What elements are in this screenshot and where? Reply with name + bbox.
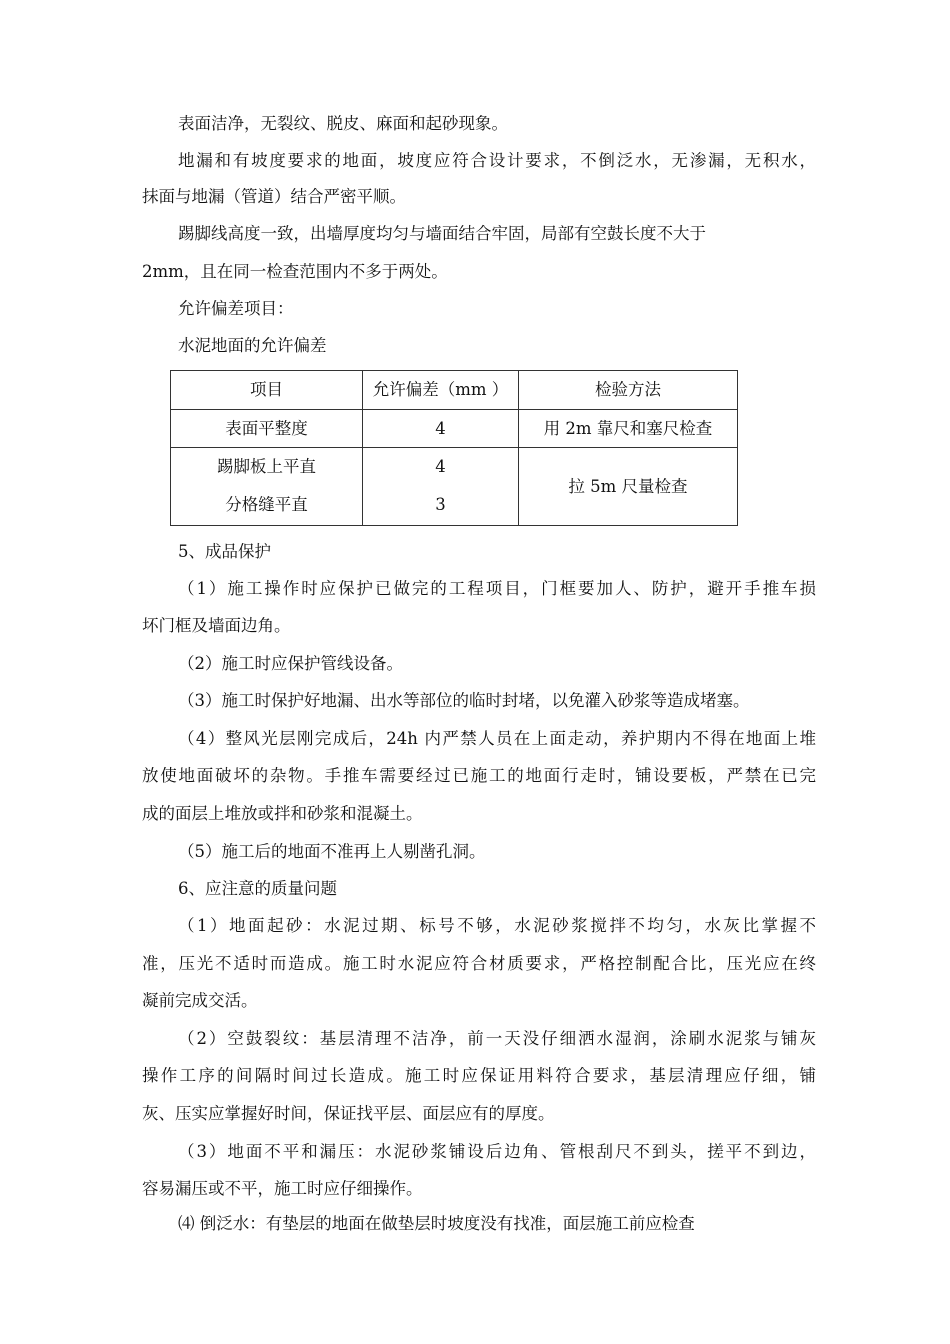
paragraph-surface-clean: 表面洁净，无裂纹、脱皮、麻面和起砂现象。 [178,114,508,133]
header-method: 检验方法 [519,371,738,410]
table-caption: 水泥地面的允许偏差 [178,336,327,355]
sec5-item4-line1: （4）整风光层刚完成后，24h 内严禁人员在上面走动，养护期内不得在地面上堆 [178,729,816,748]
cell-items-stacked [171,448,363,526]
cell-item: 表面平整度 [171,410,363,448]
cell-method-merged: 拉 5m 尺量检查 [519,448,738,526]
header-item: 项目 [171,371,363,410]
sec5-item1-line2: 坏门框及墙面边角。 [142,616,291,635]
cell-deviations-stacked [363,448,519,526]
paragraph-floor-drain-line2: 抹面与地漏（管道）结合严密平顺。 [142,187,406,206]
sec6-item4-line1: ⑷ 倒泛水：有垫层的地面在做垫层时坡度没有找准，面层施工前应检查 [178,1214,695,1233]
paragraph-skirting-line2: 2mm，且在同一检查范围内不多于两处。 [142,262,448,281]
cell-method: 用 2m 靠尺和塞尺检查 [519,410,738,448]
sec6-item1-line2: 准，压光不适时而造成。施工时水泥应符合材质要求，严格控制配合比，压光应在终 [142,954,816,973]
header-deviation: 允许偏差（mm ） [363,371,519,410]
sec5-item4-line2: 放使地面破坏的杂物。手推车需要经过已施工的地面行走时，铺设要板，严禁在已完 [142,766,816,785]
section-6-title: 6、应注意的质量问题 [178,879,337,898]
section-5-title: 5、成品保护 [178,542,271,561]
sec6-item2-line1: （2）空鼓裂纹：基层清理不洁净，前一天没仔细洒水湿润，涂刷水泥浆与铺灰 [178,1029,816,1048]
sec6-item1-line1: （1）地面起砂：水泥过期、标号不够，水泥砂浆搅拌不均匀，水灰比掌握不 [178,916,816,935]
sec5-item5: （5）施工后的地面不准再上人剔凿孔洞。 [178,842,486,861]
cell-deviation: 4 [363,410,519,448]
deviation-table [170,370,738,526]
cell-deviation: 3 [435,495,446,514]
cell-item: 分格缝平直 [225,495,308,514]
allowable-deviation-title: 允许偏差项目： [178,299,294,318]
sec6-item3-line2: 容易漏压或不平，施工时应仔细操作。 [142,1179,423,1198]
sec6-item2-line3: 灰、压实应掌握好时间，保证找平层、面层应有的厚度。 [142,1104,555,1123]
cell-deviation: 4 [435,457,446,476]
table-row [171,410,738,448]
cell-item: 踢脚板上平直 [217,457,316,476]
sec5-item4-line3: 成的面层上堆放或拌和砂浆和混凝土。 [142,804,423,823]
sec6-item2-line2: 操作工序的间隔时间过长造成。施工时应保证用料符合要求，基层清理应仔细，铺 [142,1066,816,1085]
paragraph-skirting-line1: 踢脚线高度一致，出墙厚度均匀与墙面结合牢固，局部有空鼓长度不大于 [178,224,706,243]
table-header-row [171,371,738,410]
sec5-item2: （2）施工时应保护管线设备。 [178,654,403,673]
sec5-item1-line1: （1）施工操作时应保护已做完的工程项目，门框要加人、防护，避开手推车损 [178,579,816,598]
sec5-item3: （3）施工时保护好地漏、出水等部位的临时封堵，以免灌入砂浆等造成堵塞。 [178,691,750,710]
sec6-item1-line3: 凝前完成交活。 [142,991,258,1010]
table-row [171,448,738,526]
paragraph-floor-drain-line1: 地漏和有坡度要求的地面，坡度应符合设计要求，不倒泛水，无渗漏，无积水， [178,151,816,170]
sec6-item3-line1: （3）地面不平和漏压：水泥砂浆铺设后边角、管根刮尺不到头，搓平不到边， [178,1142,816,1161]
